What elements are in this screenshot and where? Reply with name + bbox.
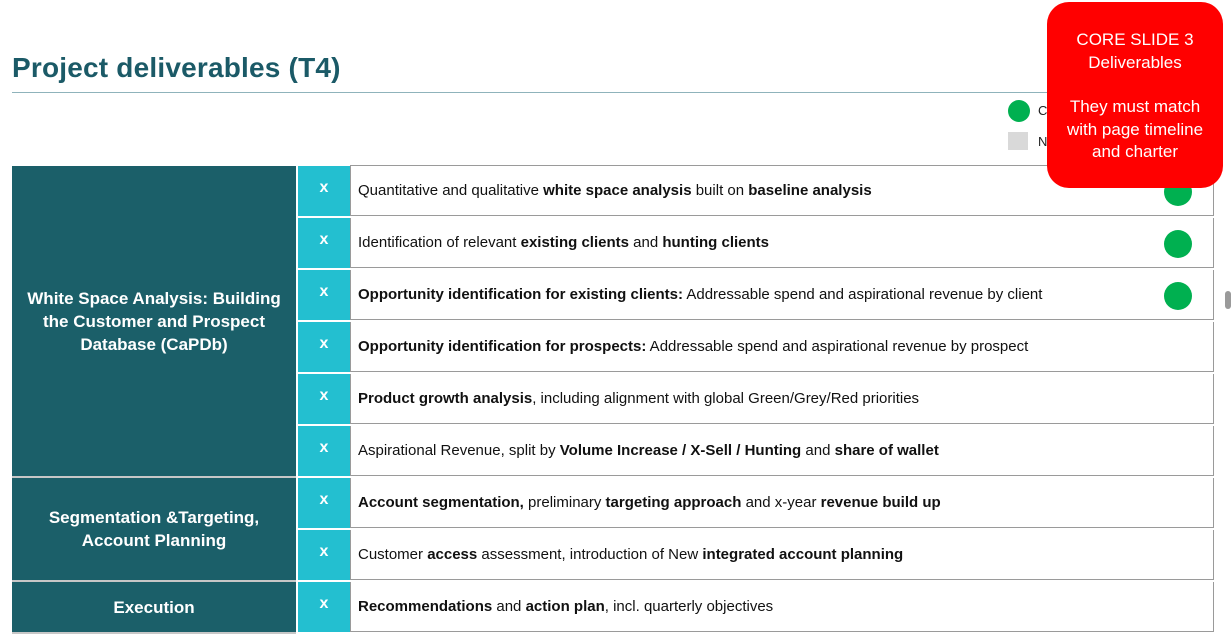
legend-complete-dot: [1008, 100, 1030, 122]
note-line: CORE SLIDE 3: [1076, 30, 1194, 49]
deliverable-mark: x: [298, 166, 350, 216]
table-row: [298, 270, 1214, 320]
description-part: hunting clients: [662, 234, 770, 251]
deliverable-mark: x: [298, 582, 350, 632]
description-part: Addressable spend and aspirational revenue by client: [683, 286, 1043, 303]
deliverable-mark: x: [298, 270, 350, 320]
description-part: targeting approach: [605, 494, 742, 511]
deliverable-description: [350, 426, 1214, 476]
description-part: baseline analysis: [748, 182, 872, 199]
core-slide-note: [1047, 2, 1223, 188]
deliverable-mark: x: [298, 374, 350, 424]
description-part: , incl. quarterly objectives: [604, 598, 774, 615]
deliverable-mark: x: [298, 322, 350, 372]
deliverable-description: [350, 582, 1214, 632]
deliverable-description: [350, 218, 1214, 268]
table-row: [298, 218, 1214, 268]
description-part: Addressable spend and aspirational revenue by prospect: [646, 338, 1029, 355]
scrollbar-thumb[interactable]: [1225, 291, 1231, 309]
section-segmentation-targeting: Segmentation &Targeting, Account Planning: [12, 478, 296, 582]
deliverable-description: [350, 530, 1214, 580]
description-part: Account segmentation,: [358, 494, 524, 511]
deliverable-mark: x: [298, 478, 350, 528]
status-complete-icon: [1164, 230, 1192, 258]
description-part: Identification of relevant: [358, 234, 521, 251]
table-row: [298, 478, 1214, 528]
note-line: with page timeline: [1066, 119, 1204, 139]
description-part: Aspirational Revenue, split by: [358, 442, 560, 459]
page-title: Project deliverables (T4): [12, 52, 341, 83]
description-part: Opportunity identification for existing clients:: [358, 286, 684, 303]
description-part: Volume Increase / X-Sell / Hunting: [559, 442, 802, 459]
legend-label-complete: C: [1038, 103, 1048, 118]
description-part: Customer: [358, 546, 428, 563]
status-complete-icon: [1164, 282, 1192, 310]
deliverable-mark: x: [298, 218, 350, 268]
description-part: existing clients: [520, 234, 629, 251]
description-part: Opportunity identification for prospects:: [358, 338, 647, 355]
note-line: They must match: [1069, 97, 1201, 116]
deliverable-description: [350, 322, 1214, 372]
description-part: white space analysis: [543, 182, 692, 199]
note-line: Deliverables: [1088, 52, 1182, 72]
description-part: integrated account planning: [702, 546, 904, 563]
table-row: [298, 322, 1214, 372]
description-part: action plan: [525, 598, 605, 615]
description-part: built on: [691, 182, 749, 199]
note-spacer: [1047, 74, 1223, 96]
description-part: and: [801, 442, 835, 459]
description-part: Recommendations: [358, 598, 493, 615]
description-part: preliminary: [523, 494, 606, 511]
description-part: share of wallet: [834, 442, 939, 459]
description-part: and: [492, 598, 526, 615]
legend-not-started-square: [1008, 132, 1028, 150]
description-part: access: [427, 546, 478, 563]
section-white-space-analysis: White Space Analysis: Building the Customer and Prospect Database (CaPDb): [12, 166, 296, 478]
deliverable-mark: x: [298, 530, 350, 580]
deliverable-description: [350, 478, 1214, 528]
description-part: and: [628, 234, 663, 251]
table-row: [298, 582, 1214, 632]
table-row: [298, 530, 1214, 580]
note-line: and charter: [1092, 142, 1178, 161]
legend-label-not-started: N: [1038, 134, 1048, 149]
deliverable-mark: x: [298, 426, 350, 476]
description-part: and x-year: [741, 494, 821, 511]
description-part: Quantitative and qualitative: [358, 182, 544, 199]
description-part: Product growth analysis: [358, 390, 533, 407]
title-divider: [12, 92, 1217, 93]
description-part: revenue build up: [820, 494, 941, 511]
section-execution: Execution: [12, 582, 296, 634]
description-part: assessment, introduction of New: [477, 546, 703, 563]
table-row: [298, 426, 1214, 476]
deliverable-description: [350, 374, 1214, 424]
description-part: , including alignment with global Green/Grey/Red priorities: [532, 390, 920, 407]
table-row: [298, 374, 1214, 424]
deliverable-description: [350, 270, 1214, 320]
